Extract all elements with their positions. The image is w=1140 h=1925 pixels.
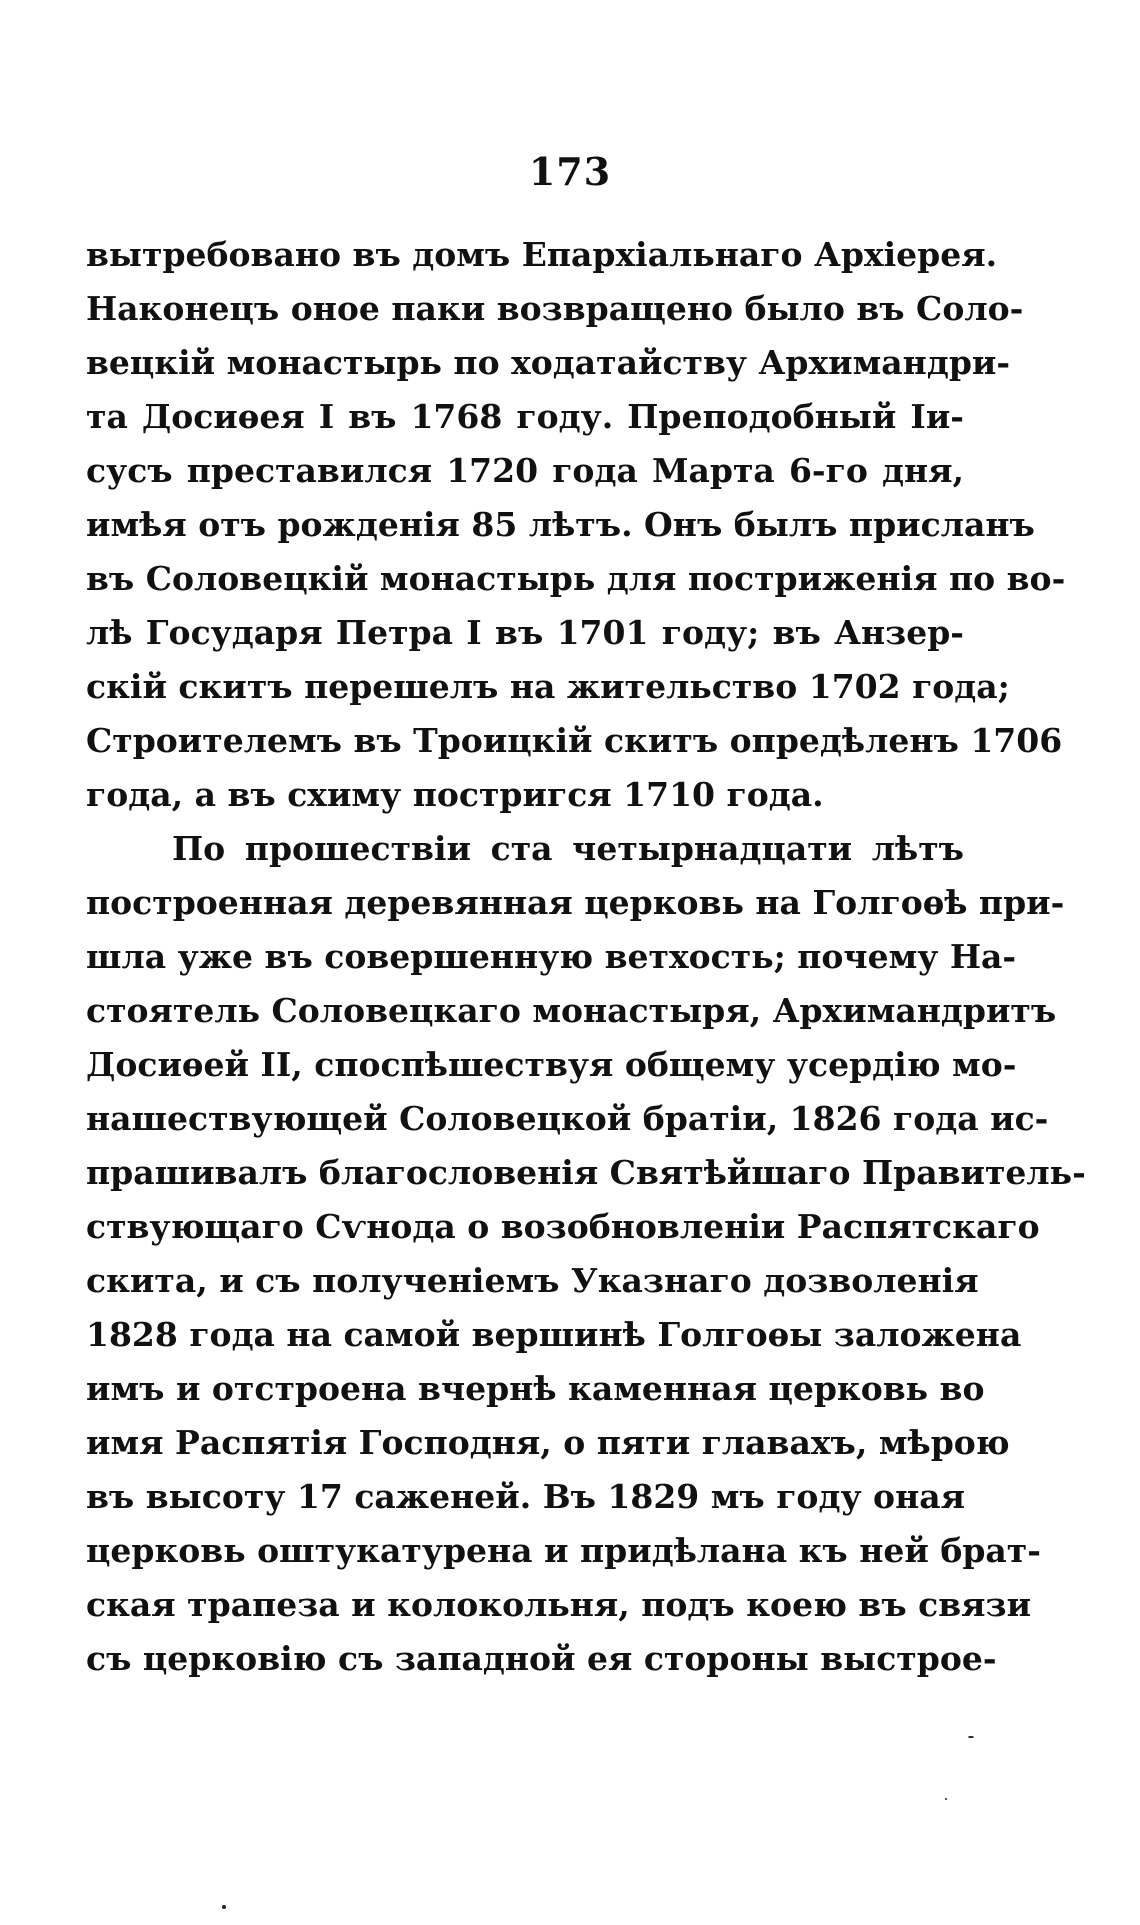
text-line: стоятель Соловецкаго монастыря, Архимандритъ [86, 991, 1057, 1030]
text-line: вецкій монастырь по ходатайству Архимандри- [86, 343, 1011, 382]
text-line: сусъ преставился 1720 года Марта 6-го дня, [86, 451, 964, 490]
text-line: шла уже въ совершенную ветхость; почему На- [86, 937, 1017, 976]
text-line: имъ и отстроена вчернѣ каменная церковь во [86, 1369, 985, 1408]
text-line: построенная деревянная церковь на Голгоѳѣ при- [86, 883, 1065, 922]
paragraph-2 [86, 822, 1086, 1686]
text-line: По прошествіи ста четырнадцати лѣтъ [172, 829, 964, 868]
text-line: въ Соловецкій монастырь для постриженія по во- [86, 559, 1066, 598]
text-line: та Досиѳея I въ 1768 году. Преподобный Іи- [86, 397, 964, 436]
text-line: ская трапеза и колокольня, подъ коею въ связи [86, 1585, 1032, 1624]
text-line: Наконецъ оное паки возвращено было въ Соло- [86, 289, 1024, 328]
text-line: скита, и съ полученіемъ Указнаго дозволенія [86, 1261, 979, 1300]
scan-speck [968, 1736, 974, 1738]
text-line: имѣя отъ рожденія 85 лѣтъ. Онъ былъ присланъ [86, 505, 1035, 544]
page-number: 173 [528, 149, 612, 194]
paragraph-1 [86, 228, 1066, 822]
text-line: скій скитъ перешелъ на жительство 1702 года; [86, 667, 1010, 706]
text-line: съ церковію съ западной ея стороны выстрое- [86, 1639, 997, 1678]
text-line: церковь оштукатурена и придѣлана къ ней брат- [86, 1531, 1041, 1570]
text-line: ствующаго Сѵнода о возобновленіи Распятскаго [86, 1207, 1040, 1246]
scan-speck [945, 1798, 947, 1800]
text-line: лѣ Государя Петра I въ 1701 году; въ Анзер- [86, 613, 964, 652]
text-line: въ высоту 17 саженей. Въ 1829 мъ году оная [86, 1477, 965, 1516]
text-line: нашествующей Соловецкой братіи, 1826 года ис- [86, 1099, 1049, 1138]
text-line: 1828 года на самой вершинѣ Голгоѳы заложена [86, 1315, 1022, 1354]
text-line: Досиѳей II, споспѣшествуя общему усердію мо- [86, 1045, 1017, 1084]
text-line: имя Распятія Господня, о пяти главахъ, мѣрою [86, 1423, 1010, 1462]
text-line: вытребовано въ домъ Епархіальнаго Архіерея. [86, 235, 998, 274]
scan-speck [222, 1905, 226, 1909]
text-line: года, а въ схиму постригся 1710 года. [86, 775, 824, 814]
body-text [86, 228, 1086, 1686]
text-line: Строителемъ въ Троицкій скитъ опредѣленъ 1706 [86, 721, 1063, 760]
text-line: прашивалъ благословенія Святѣйшаго Правитель- [86, 1153, 1086, 1192]
